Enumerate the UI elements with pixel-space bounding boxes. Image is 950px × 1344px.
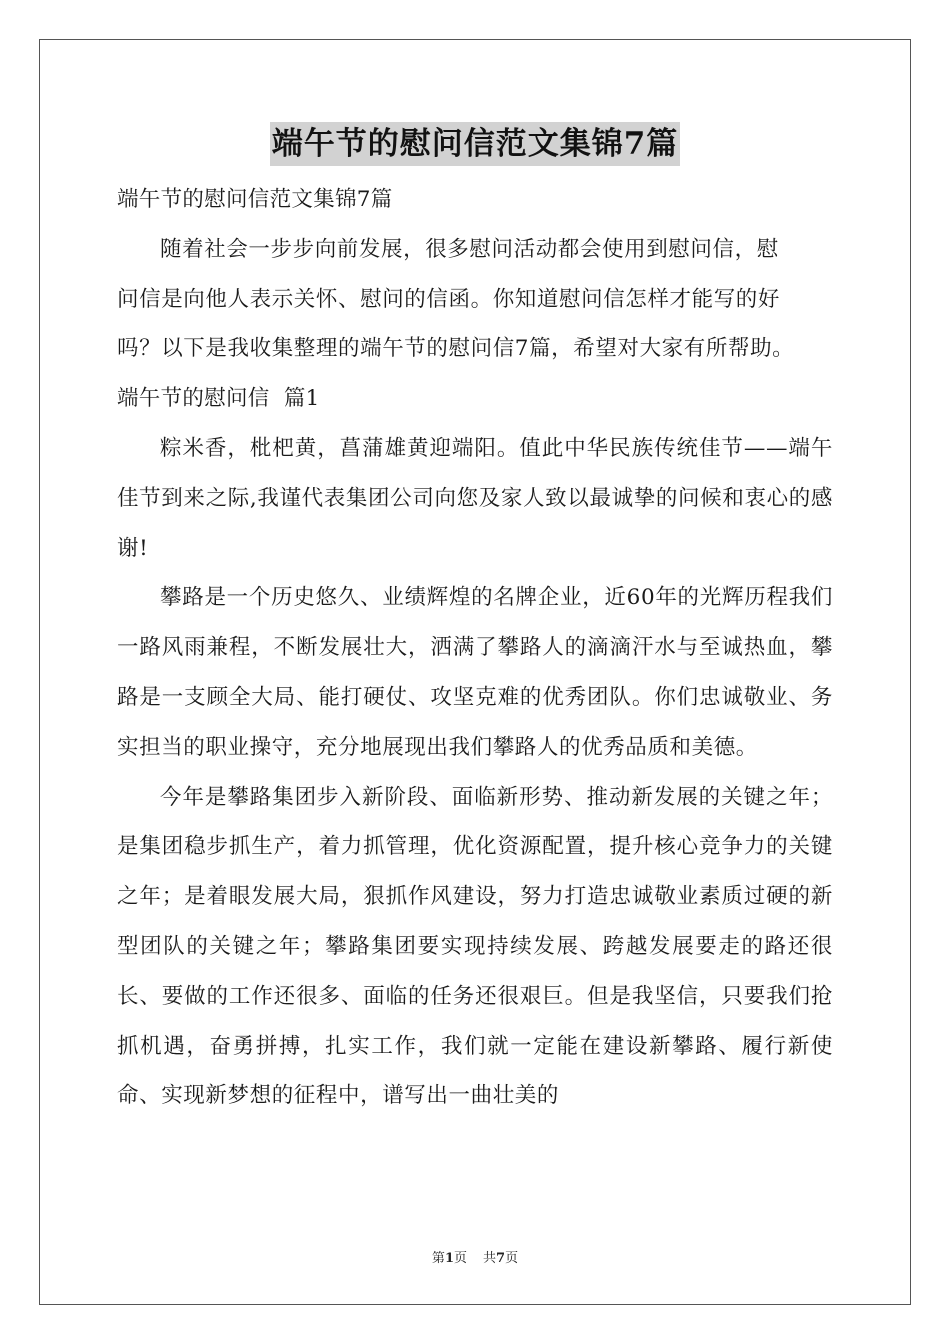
document-subtitle: 端午节的慰问信范文集锦7篇 <box>117 187 393 212</box>
document-body <box>117 175 833 1121</box>
section-heading: 端午节的慰问信 篇1 <box>117 386 320 412</box>
title-container <box>0 122 950 166</box>
body-paragraph: 今年是攀路集团步入新阶段、面临新形势、推动新发展的关键之年；是集团稳步抓生产，着力抓管理，优化资源配置，提升核心竞争力的关键之年；是着眼发展大局，狠抓作风建设，努力打造忠诚敬业素质过硬的新型团队的关键之年；攀路集团要实现持续发展、跨越发展要走的路还很长、要做的工作还很多、面临的任务还很艰巨。但是我坚信，只要我们抢抓机遇，奋勇拼搏，扎实工作，我们就一定能在建设新攀路、履行新使命、实现新梦想的征程中，谱写出一曲壮美的 <box>117 784 833 1109</box>
total-suffix: 页 <box>505 1251 519 1266</box>
total-prefix: 共 <box>483 1251 497 1266</box>
intro-line: 随着社会一步步向前发展，很多慰问活动都会使用到慰问信，慰 <box>160 236 779 262</box>
intro-line: 吗？以下是我收集整理的端午节的慰问信7篇，希望对大家有所帮助。 <box>117 336 795 362</box>
intro-line: 问信是向他人表示关怀、慰问的信函。你知道慰问信怎样才能写的好 <box>117 286 781 312</box>
page-suffix: 页 <box>453 1251 467 1266</box>
body-paragraph: 攀路是一个历史悠久、业绩辉煌的名牌企业，近60年的光辉历程我们一路风雨兼程，不断发展壮大，洒满了攀路人的滴滴汗水与至诚热血，攀路是一支顾全大局、能打硬仗、攻坚克难的优秀团队。你们忠诚敬业、务实担当的职业操守，充分地展现出我们攀路人的优秀品质和美德。 <box>117 585 833 760</box>
page-footer <box>0 1247 950 1266</box>
document-title: 端午节的慰问信范文集锦7篇 <box>270 122 681 166</box>
total-page-number: 7 <box>496 1251 506 1266</box>
body-paragraph: 粽米香，枇杷黄，菖蒲雄黄迎端阳。值此中华民族传统佳节——端午佳节到来之际,我谨代表集团公司向您及家人致以最诚挚的问候和衷心的感谢! <box>117 435 833 561</box>
current-page-number: 1 <box>444 1251 454 1266</box>
page-prefix: 第 <box>431 1251 445 1266</box>
